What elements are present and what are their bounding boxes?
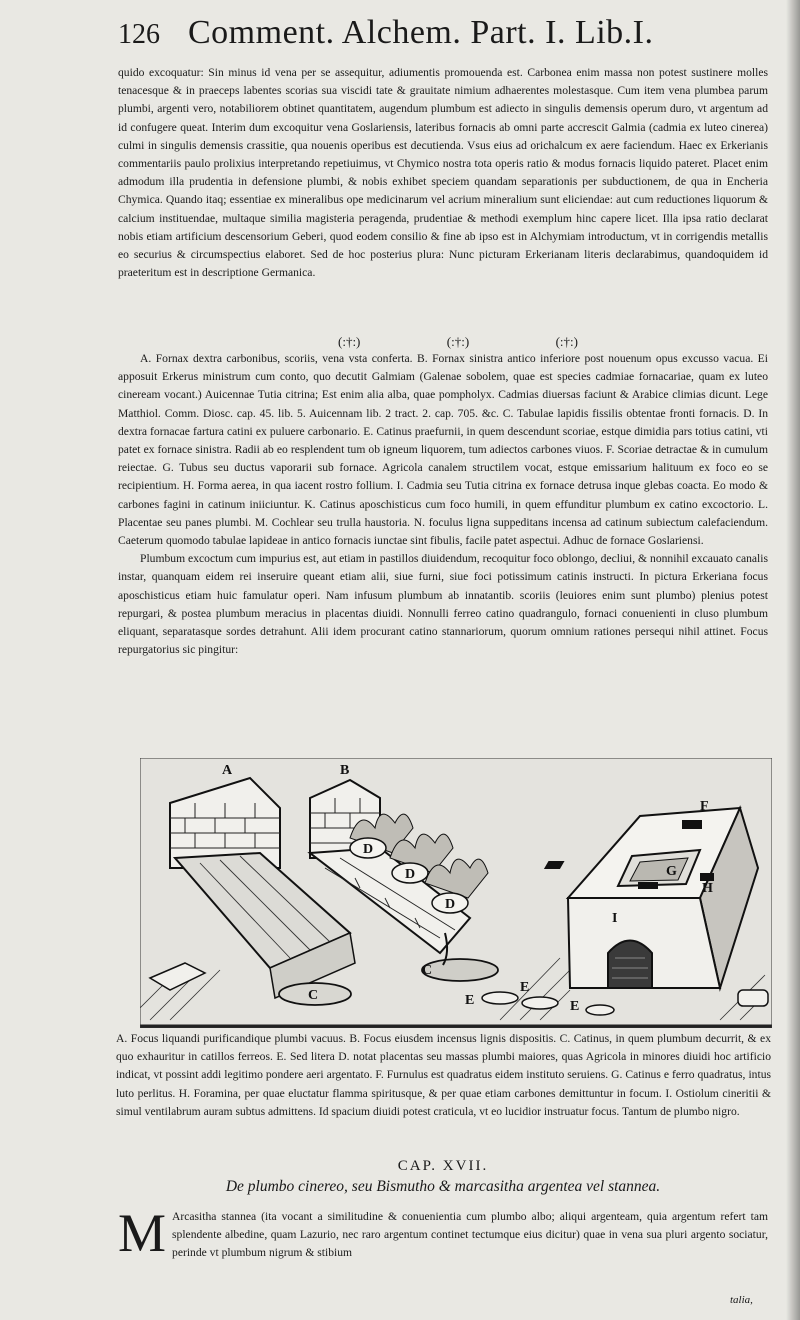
label-d: D xyxy=(363,842,374,857)
cross-ornament: (:†:) xyxy=(338,334,361,349)
label-e: E xyxy=(570,999,580,1014)
paragraph-2: A. Fornax dextra carbonibus, scoriis, vena vsta conferta. B. Fornax sinistra antico inferiore post nouenum opus excusso vacua. Ei apposuit Erkerus ministrum cum conto, quo decutit Galmiam (Galenae sobolem, quae est species cadmiae fornacariae, quam ex luteo cineream vocant.) Auicennae Tutia citrina; Est enim alia alba, quae pompholyx. Cadmias diuersas faciunt & Arabice climias dicunt. Lege Matthiol. Comm. Diosc. cap. 45. lib. 5. Auicennam lib. 2 tract. 2. cap. 705. &c. C. Tabulae lapidis fissilis obtentae fronti fornacis. D. In dextra fornacae fartura catini ex puluere carbonario. E. Catinus praefurnii, in quem descendunt scoriae, estque dimidia pars totius catini, vti patet ex fornace sinistra. Radii ab eo resplendent tum ob igneum liquorem, tum adiectos carbones viuos. F. Scoriae detractae & in cumulum reiectae. G. Tubus seu ductus vaporarii sub fornace. Agricola canalem structilem vocat, estque emissarium halituum ex foco eo se recipientium. H. Forma aerea, in qua iacent rostro follium. I. Cadmia seu Tutia citrina ex fornace detrusa inque glebas coacta. Eo modo & carbones fagini in catinum iniiciuntur. K. Catinus aposchisticus cum foco humili, in quem effunditur plumbum ex catino excoctorio. L. Placentae seu panes plumbi. M. Cochlear seu trulla haustoria. N. foculus ligna suppeditans incensa ad catinum subiectum calefaciendum. Caeterum quomodo tabulae lapideae in antico fornacis iunctae sint fibulis, facile patet aspectui. Adhuc de fornace Goslariensi. xyxy=(118,352,768,548)
paragraph-3: Plumbum excoctum cum impurius est, aut etiam in pastillos diuidendum, recoquitur foco oblongo, decliui, & nonnihil excauato canalis instar, quanquam eidem rei inseruire queant etiam alii, siue furni, siue foci potissimum catinis instructi. In pictura Erkeriana focus aposchisticus etiam huic famulatur operi. Nam infusum plumbum ab innatantib. scoriis (leuiores enim sunt plumbo) plenius potest repurgari, & postea plumbum meracius in placentas diuidi. Nonnulli ferreo catino quadrangulo, fornaci conuenienti in cluso plumbum eliquant, separatasque sordes detrahunt. Alii idem procurant catino stannariorum, quorum omnium rationes persequi nihil attinet. Focus repurgatorius sic pingitur: xyxy=(118,552,768,657)
chapter-title: De plumbo cinereo, seu Bismutho & marcasitha argentea vel stannea. xyxy=(225,1178,661,1195)
paragraph-intro xyxy=(118,64,768,282)
label-f: F xyxy=(700,799,709,814)
bowl-e xyxy=(586,1005,614,1015)
catinus-c-right xyxy=(422,959,498,981)
woodcut-illustration xyxy=(140,758,772,1028)
label-c: C xyxy=(422,963,433,978)
paragraph-chapter-start xyxy=(118,1203,768,1263)
paragraph-1: quido excoquatur: Sin minus id vena per se assequitur, adiumentis promouenda est. Carbonea enim massa non potest sustinere molles tenacesque & in praeceps labentes scorias sua viscidi tate & grauitate nimium adhaerentes molestasque. Cum item vena plumbea parum plumbi, argenti vero, notabiliorem obtinet quantitatem, augendum plumbum est adiecto in singulis demensis operum duro, vt argentum ad id confugere queat. Interim dum excoquitur vena Goslariensis, lateribus fornacis ab omni parte accrescit Galmia (cadmia ex luteo cinerea) culmi in singulis demensis crassitie, qua nouenis operibus est decutienda. Vsus eius ad orichalcum ex aere faciendum. Haec ex Erkerianis commentariis paulo prolixius interpretando repetiuimus, vt Chymico nostra tota operis ratio & modus fornacis liquido pateret. Placet enim admodum illa prudentia in defensione plumbi, & nobis exhibet speciem quandam separationis per subductionem, de qua in Encheria Chymica. Quando itaq; essentiae ex mineralibus ope medicinarum vel acrium mineralium sunt eliciendae: aut cum reductiones liquorum & calcium instituendae, multaque similia magisteria peragenda, prudentiae & methodi exemplum hinc capere licet. Illa ipsa ratio declarat nobis etiam artificium descensorium Geberi, quod eodem consilio & fine ab ipso est in Alchymiam introductum, vt in corrigendis metallis eo securius & circumspectius elaboret. Sed de hoc posterius plura: Nunc picturam Erkerianam literis declarabimus, quandoquidem id praeteritum est in descriptione Germanica. xyxy=(118,66,768,280)
drop-cap: M xyxy=(118,1203,167,1263)
label-g: G xyxy=(666,864,677,879)
figure-caption xyxy=(116,1030,771,1121)
label-d: D xyxy=(445,897,456,912)
cross-ornaments xyxy=(338,334,578,350)
bowl-e xyxy=(522,997,558,1009)
label-e: E xyxy=(520,980,530,995)
label-a: A xyxy=(222,763,233,778)
catchword: talia, xyxy=(730,1294,753,1306)
cross-ornament: (:†:) xyxy=(446,334,470,349)
page-number: 126 xyxy=(118,19,160,50)
label-b: B xyxy=(340,763,350,778)
chapter-heading xyxy=(118,1158,768,1196)
bowl-e xyxy=(482,992,518,1004)
label-c: C xyxy=(308,988,319,1003)
chapter-number: CAP. XVII. xyxy=(397,1158,489,1174)
label-h: H xyxy=(702,881,713,896)
paragraph-legend xyxy=(118,350,768,659)
running-title: Comment. Alchem. Part. I. Lib.I. xyxy=(188,14,654,51)
paragraph-4: Arcasitha stannea (ita vocant a similitudine & conuenientia cum plumbo albo; aliqui argenteam, quia argentum refert tam splendente albedine, quam Lazurio, nec raro argentum continet tectumque eius dicitur) quae in vena sua pluri argento sociatur, perinde vt plumbum nigrum & stibium xyxy=(172,1210,768,1260)
label-d: D xyxy=(405,867,416,882)
label-e: E xyxy=(465,993,475,1008)
caption-text: A. Focus liquandi purificandique plumbi vacuus. B. Focus eiusdem incensus lignis dispositis. C. Catinus, in quem plumbum decurrit, & ex quo exhauritur in catillos ferreos. E. Sed litera D. notat placentas seu massas plumbi maiores, quas Agricola in minores diuidi hoc artificio indicat, vt possint addi legitimo pondere aeri argentato. F. Furnulus est quadratus eidem instituto seruiens. G. Catinus e ferro quadratus, intus luto perlitus. H. Foramina, per quae eluctatur flamma spiritusque, & per quae etiam carbones demittuntur in focum. I. Ostiolum cineritii & simul ventilabrum auram subtus admittens. Id spacium diuidi potest craticula, vt eo lucidior instruatur focus. Tantum de plumbo nigro. xyxy=(116,1032,771,1118)
label-i: I xyxy=(612,911,618,926)
page-header xyxy=(118,14,788,66)
cross-ornament: (:†:) xyxy=(555,334,578,349)
